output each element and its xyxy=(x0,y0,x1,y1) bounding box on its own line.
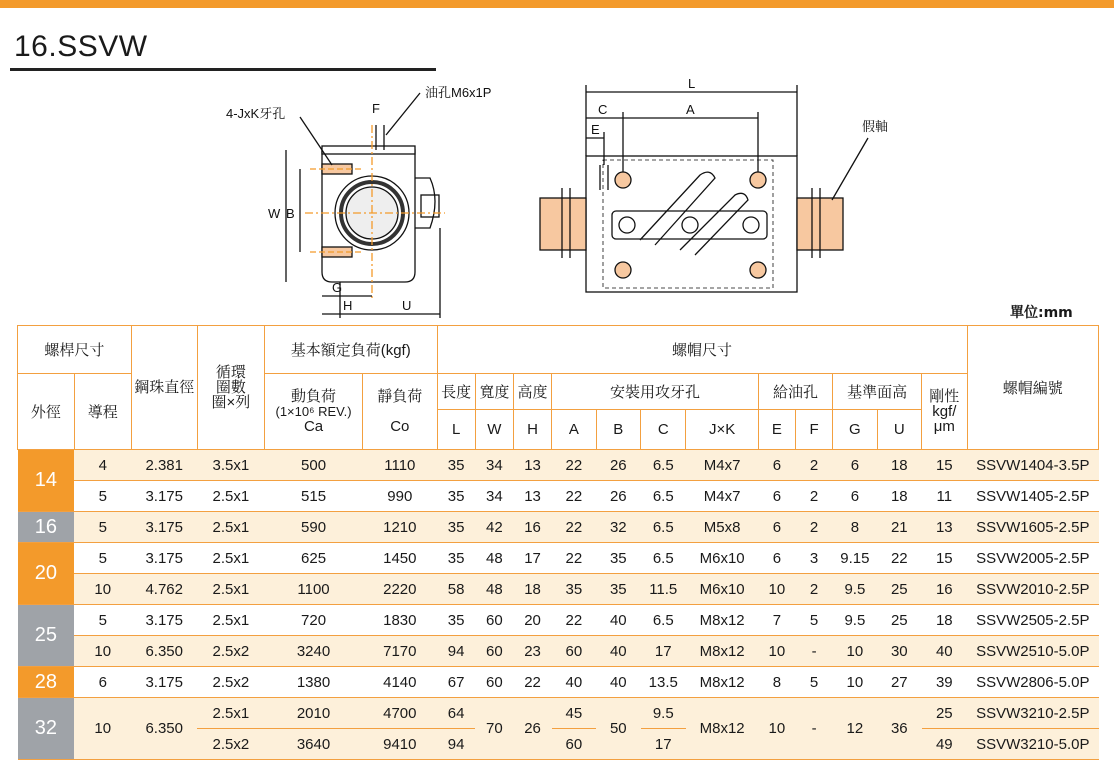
stiffness-cell: 15 xyxy=(922,450,968,481)
l-cell: 35 xyxy=(437,605,475,636)
b-cell: 32 xyxy=(596,512,640,543)
g-cell: 9.5 xyxy=(833,574,877,605)
model-cell: SSVW3210-5.0P xyxy=(967,729,1098,760)
c-cell: 17 xyxy=(641,636,686,667)
b-cell: 35 xyxy=(596,543,640,574)
ca-cell: 625 xyxy=(264,543,362,574)
header-g: G xyxy=(833,410,877,450)
c-cell: 13.5 xyxy=(641,667,686,698)
jk-cell: M5x8 xyxy=(686,512,758,543)
circuit-cell: 2.5x1 xyxy=(197,512,264,543)
e-cell: 6 xyxy=(758,543,795,574)
od-cell: 20 xyxy=(18,543,75,605)
co-cell: 2220 xyxy=(363,574,437,605)
table-header xyxy=(18,326,1099,450)
od-cell: 16 xyxy=(18,512,75,543)
w-cell: 60 xyxy=(475,636,513,667)
header-f: F xyxy=(795,410,832,450)
c-cell: 11.5 xyxy=(641,574,686,605)
l-cell: 67 xyxy=(437,667,475,698)
l-cell: 35 xyxy=(437,543,475,574)
table-row xyxy=(18,574,1099,605)
header-h: H xyxy=(513,410,551,450)
h-cell: 17 xyxy=(513,543,551,574)
f-cell: - xyxy=(795,698,832,760)
model-cell: SSVW2806-5.0P xyxy=(967,667,1098,698)
lead-cell: 5 xyxy=(74,543,131,574)
c-cell: 6.5 xyxy=(641,481,686,512)
header-dynamic-load: 動負荷 (1×10⁶ REV.) Ca xyxy=(264,374,362,450)
e-cell: 6 xyxy=(758,512,795,543)
header-screw-size: 螺桿尺寸 xyxy=(18,326,132,374)
header-ref-height: 基準面高 xyxy=(833,374,922,410)
b-cell: 26 xyxy=(596,450,640,481)
l-cell: 64 xyxy=(437,698,475,729)
w-cell: 42 xyxy=(475,512,513,543)
e-cell: 10 xyxy=(758,698,795,760)
lead-cell: 10 xyxy=(74,574,131,605)
circuit-cell: 2.5x2 xyxy=(197,667,264,698)
u-cell: 30 xyxy=(877,636,921,667)
unit-label: 單位:mm xyxy=(1010,305,1073,321)
stiffness-cell: 16 xyxy=(922,574,968,605)
g-cell: 8 xyxy=(833,512,877,543)
b-cell: 40 xyxy=(596,667,640,698)
jk-cell: M6x10 xyxy=(686,574,758,605)
page-title: 16.SSVW xyxy=(14,30,148,63)
co-cell: 4700 xyxy=(363,698,437,729)
spec-table xyxy=(17,325,1099,760)
co-cell: 1210 xyxy=(363,512,437,543)
w-cell: 60 xyxy=(475,667,513,698)
c-cell: 17 xyxy=(641,729,686,760)
b-cell: 40 xyxy=(596,605,640,636)
ball-cell: 4.762 xyxy=(131,574,197,605)
header-jxk: J×K xyxy=(686,410,758,450)
lead-cell: 5 xyxy=(74,605,131,636)
ca-cell: 590 xyxy=(264,512,362,543)
h-cell: 20 xyxy=(513,605,551,636)
table-row xyxy=(18,481,1099,512)
oil-hole-label: 油孔M6x1P xyxy=(425,85,492,100)
ca-cell: 1380 xyxy=(264,667,362,698)
table-row xyxy=(18,698,1099,729)
a-cell: 40 xyxy=(552,667,596,698)
header-c: C xyxy=(641,410,686,450)
table-row xyxy=(18,667,1099,698)
dim-f-label: F xyxy=(372,101,380,116)
ball-cell: 3.175 xyxy=(131,512,197,543)
e-cell: 7 xyxy=(758,605,795,636)
c-cell: 6.5 xyxy=(641,543,686,574)
circuit-cell: 2.5x2 xyxy=(197,636,264,667)
f-cell: 2 xyxy=(795,481,832,512)
tap-hole-label: 4-JxK牙孔 xyxy=(226,106,286,121)
h-cell: 13 xyxy=(513,450,551,481)
table-row xyxy=(18,605,1099,636)
dim-h-label: H xyxy=(343,298,353,313)
table-row xyxy=(18,512,1099,543)
model-cell: SSVW1405-2.5P xyxy=(967,481,1098,512)
a-cell: 22 xyxy=(552,481,596,512)
header-a: A xyxy=(552,410,596,450)
f-cell: 3 xyxy=(795,543,832,574)
a-cell: 22 xyxy=(552,543,596,574)
ca-cell: 500 xyxy=(264,450,362,481)
ca-cell: 3640 xyxy=(264,729,362,760)
co-cell: 7170 xyxy=(363,636,437,667)
lead-cell: 6 xyxy=(74,667,131,698)
l-cell: 58 xyxy=(437,574,475,605)
e-cell: 8 xyxy=(758,667,795,698)
stiffness-cell: 15 xyxy=(922,543,968,574)
f-cell: 5 xyxy=(795,667,832,698)
a-cell: 60 xyxy=(552,636,596,667)
header-oil-hole: 給油孔 xyxy=(758,374,832,410)
e-cell: 10 xyxy=(758,574,795,605)
lead-cell: 4 xyxy=(74,450,131,481)
dim-u-label: U xyxy=(402,298,412,313)
dim-w-label: W xyxy=(268,206,281,221)
h-cell: 13 xyxy=(513,481,551,512)
header-mount-tap: 安裝用攻牙孔 xyxy=(552,374,759,410)
w-cell: 34 xyxy=(475,450,513,481)
a-cell: 60 xyxy=(552,729,596,760)
stiffness-cell: 18 xyxy=(922,605,968,636)
model-cell: SSVW2005-2.5P xyxy=(967,543,1098,574)
od-cell: 14 xyxy=(18,450,75,512)
model-cell: SSVW2010-2.5P xyxy=(967,574,1098,605)
header-width: 寬度 xyxy=(475,374,513,410)
c-cell: 9.5 xyxy=(641,698,686,729)
circuit-cell: 2.5x1 xyxy=(197,574,264,605)
header-static-load: 靜負荷 Co xyxy=(363,374,437,450)
a-cell: 45 xyxy=(552,698,596,729)
ball-cell: 3.175 xyxy=(131,543,197,574)
model-cell: SSVW2505-2.5P xyxy=(967,605,1098,636)
model-cell: SSVW3210-2.5P xyxy=(967,698,1098,729)
u-cell: 27 xyxy=(877,667,921,698)
co-cell: 1830 xyxy=(363,605,437,636)
g-cell: 10 xyxy=(833,636,877,667)
g-cell: 12 xyxy=(833,698,877,760)
dummy-shaft-label: 假軸 xyxy=(862,119,889,134)
table-row xyxy=(18,450,1099,481)
c-cell: 6.5 xyxy=(641,450,686,481)
header-load-rating: 基本額定負荷(kgf) xyxy=(264,326,437,374)
a-cell: 35 xyxy=(552,574,596,605)
jk-cell: M8x12 xyxy=(686,698,758,760)
h-cell: 23 xyxy=(513,636,551,667)
w-cell: 48 xyxy=(475,574,513,605)
dim-a-label: A xyxy=(686,102,695,117)
model-cell: SSVW2510-5.0P xyxy=(967,636,1098,667)
header-height: 高度 xyxy=(513,374,551,410)
f-cell: 5 xyxy=(795,605,832,636)
dim-b-label: B xyxy=(286,206,295,221)
ball-cell: 2.381 xyxy=(131,450,197,481)
co-cell: 9410 xyxy=(363,729,437,760)
u-cell: 18 xyxy=(877,450,921,481)
header-ball-diameter: 鋼珠直徑 xyxy=(131,326,197,450)
b-cell: 35 xyxy=(596,574,640,605)
header-u: U xyxy=(877,410,921,450)
lead-cell: 10 xyxy=(74,698,131,760)
a-cell: 22 xyxy=(552,450,596,481)
a-cell: 22 xyxy=(552,512,596,543)
g-cell: 6 xyxy=(833,481,877,512)
c-cell: 6.5 xyxy=(641,605,686,636)
jk-cell: M4x7 xyxy=(686,481,758,512)
u-cell: 36 xyxy=(877,698,921,760)
table-body xyxy=(18,450,1099,760)
w-cell: 34 xyxy=(475,481,513,512)
circuit-cell: 2.5x1 xyxy=(197,605,264,636)
w-cell: 48 xyxy=(475,543,513,574)
co-cell: 1110 xyxy=(363,450,437,481)
ball-cell: 6.350 xyxy=(131,636,197,667)
ca-cell: 2010 xyxy=(264,698,362,729)
w-cell: 70 xyxy=(475,698,513,760)
side-view-drawing xyxy=(540,85,868,292)
stiffness-cell: 49 xyxy=(922,729,968,760)
f-cell: 2 xyxy=(795,574,832,605)
w-cell: 60 xyxy=(475,605,513,636)
ball-cell: 3.175 xyxy=(131,605,197,636)
co-cell: 4140 xyxy=(363,667,437,698)
g-cell: 9.5 xyxy=(833,605,877,636)
b-cell: 50 xyxy=(596,698,640,760)
l-cell: 94 xyxy=(437,729,475,760)
jk-cell: M8x12 xyxy=(686,667,758,698)
od-cell: 28 xyxy=(18,667,75,698)
u-cell: 22 xyxy=(877,543,921,574)
stiffness-cell: 40 xyxy=(922,636,968,667)
header-nut-dims: 螺帽尺寸 xyxy=(437,326,967,374)
jk-cell: M8x12 xyxy=(686,605,758,636)
l-cell: 35 xyxy=(437,481,475,512)
header-l: L xyxy=(437,410,475,450)
g-cell: 10 xyxy=(833,667,877,698)
l-cell: 35 xyxy=(437,450,475,481)
f-cell: 2 xyxy=(795,512,832,543)
jk-cell: M4x7 xyxy=(686,450,758,481)
co-cell: 990 xyxy=(363,481,437,512)
ca-cell: 3240 xyxy=(264,636,362,667)
e-cell: 10 xyxy=(758,636,795,667)
circuit-cell: 2.5x1 xyxy=(197,481,264,512)
dim-l-label: L xyxy=(688,76,696,91)
e-cell: 6 xyxy=(758,481,795,512)
model-cell: SSVW1605-2.5P xyxy=(967,512,1098,543)
lead-cell: 5 xyxy=(74,512,131,543)
header-model: 螺帽編號 xyxy=(967,326,1098,450)
c-cell: 6.5 xyxy=(641,512,686,543)
header-lead: 導程 xyxy=(74,374,131,450)
circuit-cell: 3.5x1 xyxy=(197,450,264,481)
table-row xyxy=(18,636,1099,667)
u-cell: 25 xyxy=(877,605,921,636)
stiffness-cell: 39 xyxy=(922,667,968,698)
lead-cell: 10 xyxy=(74,636,131,667)
header-circuits: 循環 圈數 圈×列 xyxy=(197,326,264,450)
ball-cell: 6.350 xyxy=(131,698,197,760)
co-cell: 1450 xyxy=(363,543,437,574)
b-cell: 40 xyxy=(596,636,640,667)
header-stiffness: 剛性 kgf/ μm xyxy=(922,374,968,450)
l-cell: 94 xyxy=(437,636,475,667)
g-cell: 6 xyxy=(833,450,877,481)
header-length: 長度 xyxy=(437,374,475,410)
stiffness-cell: 11 xyxy=(922,481,968,512)
f-cell: 2 xyxy=(795,450,832,481)
a-cell: 22 xyxy=(552,605,596,636)
stiffness-cell: 13 xyxy=(922,512,968,543)
table-row xyxy=(18,543,1099,574)
circuit-cell: 2.5x1 xyxy=(197,543,264,574)
ball-cell: 3.175 xyxy=(131,667,197,698)
u-cell: 25 xyxy=(877,574,921,605)
u-cell: 18 xyxy=(877,481,921,512)
stiffness-cell: 25 xyxy=(922,698,968,729)
h-cell: 16 xyxy=(513,512,551,543)
technical-drawing xyxy=(0,0,1114,330)
od-cell: 25 xyxy=(18,605,75,667)
h-cell: 18 xyxy=(513,574,551,605)
g-cell: 9.15 xyxy=(833,543,877,574)
b-cell: 26 xyxy=(596,481,640,512)
circuit-cell: 2.5x1 xyxy=(197,698,264,729)
ca-cell: 1100 xyxy=(264,574,362,605)
circuit-cell: 2.5x2 xyxy=(197,729,264,760)
header-w: W xyxy=(475,410,513,450)
lead-cell: 5 xyxy=(74,481,131,512)
e-cell: 6 xyxy=(758,450,795,481)
ca-cell: 515 xyxy=(264,481,362,512)
f-cell: - xyxy=(795,636,832,667)
header-b: B xyxy=(596,410,640,450)
jk-cell: M8x12 xyxy=(686,636,758,667)
jk-cell: M6x10 xyxy=(686,543,758,574)
ca-cell: 720 xyxy=(264,605,362,636)
h-cell: 22 xyxy=(513,667,551,698)
h-cell: 26 xyxy=(513,698,551,760)
u-cell: 21 xyxy=(877,512,921,543)
od-cell: 32 xyxy=(18,698,75,760)
end-view-drawing xyxy=(286,93,445,318)
model-cell: SSVW1404-3.5P xyxy=(967,450,1098,481)
ball-cell: 3.175 xyxy=(131,481,197,512)
l-cell: 35 xyxy=(437,512,475,543)
dim-g-label: G xyxy=(332,280,343,295)
header-od: 外徑 xyxy=(18,374,75,450)
dim-c-label: C xyxy=(598,102,608,117)
header-e: E xyxy=(758,410,795,450)
dim-e-label: E xyxy=(591,122,600,137)
